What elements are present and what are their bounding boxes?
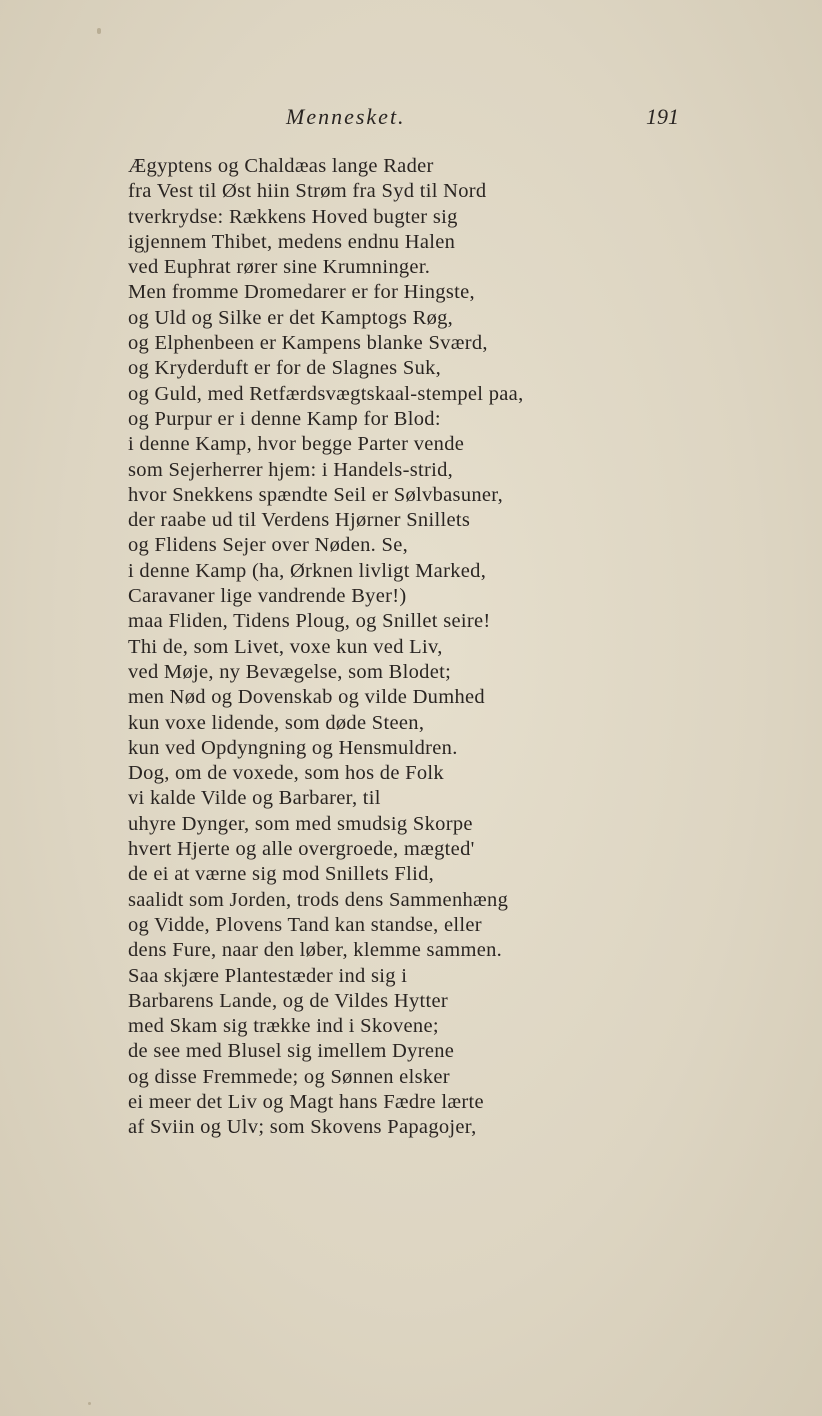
poem-line: og Flidens Sejer over Nøden. Se, (128, 534, 409, 557)
poem-line: Barbarens Lande, og de Vildes Hytter (128, 989, 449, 1012)
poem-line: Caravaner lige vandrende Byer!) (128, 585, 407, 608)
poem-line: de see med Blusel sig imellem Dyrene (128, 1040, 455, 1063)
poem-line: og Uld og Silke er det Kamptogs Røg, (128, 306, 454, 329)
poem-line: ei meer det Liv og Magt hans Fædre lærte (128, 1090, 484, 1113)
poem-line: af Sviin og Ulv; som Skovens Papagojer, (128, 1116, 477, 1139)
poem-line: kun voxe lidende, som døde Steen, (128, 711, 425, 734)
poem-line: de ei at værne sig mod Snillets Flid, (128, 863, 435, 886)
poem-line: fra Vest til Øst hiin Strøm fra Syd til Nord (128, 180, 487, 203)
poem-line: som Sejerherrer hjem: i Handels-strid, (128, 458, 454, 481)
poem-line: og Guld, med Retfærdsvægtskaal-stempel paa, (128, 382, 524, 405)
poem-line: tverkrydse: Rækkens Hoved bugter sig (128, 205, 458, 228)
poem-line: hvor Snekkens spændte Seil er Sølvbasuner, (128, 483, 504, 506)
poem-line: og Elphenbeen er Kampens blanke Sværd, (128, 332, 488, 355)
poem-line: og Purpur er i denne Kamp for Blod: (128, 407, 441, 430)
page-number: 191 (646, 104, 679, 129)
poem-line: ved Euphrat rører sine Krumninger. (128, 256, 431, 279)
poem-line: kun ved Opdyngning og Hensmuldren. (128, 736, 458, 759)
poem-line: hvert Hjerte og alle overgroede, mægted' (128, 838, 475, 861)
poem-line: Men fromme Dromedarer er for Hingste, (128, 281, 475, 304)
poem-line: maa Fliden, Tidens Ploug, og Snillet seire! (128, 610, 491, 633)
poem-line: vi kalde Vilde og Barbarer, til (128, 787, 381, 810)
poem-line: ved Møje, ny Bevægelse, som Blodet; (128, 660, 452, 683)
poem-line: uhyre Dynger, som med smudsig Skorpe (128, 812, 473, 835)
poem-line: der raabe ud til Verdens Hjørner Snillets (128, 509, 471, 532)
poem-line: saalidt som Jorden, trods dens Sammenhæng (128, 888, 509, 911)
poem-line: og Kryderduft er for de Slagnes Suk, (128, 357, 442, 380)
poem-line: og disse Fremmede; og Sønnen elsker (128, 1065, 450, 1088)
poem-line: Thi de, som Livet, voxe kun ved Liv, (128, 635, 443, 658)
poem-line: Dog, om de voxede, som hos de Folk (128, 762, 444, 785)
poem-line: i denne Kamp, hvor begge Parter vende (128, 433, 465, 456)
poem-text (128, 154, 598, 1141)
poem-line: dens Fure, naar den løber, klemme sammen. (128, 939, 503, 962)
poem-line: men Nød og Dovenskab og vilde Dumhed (128, 686, 485, 709)
paper-speck (97, 28, 101, 34)
running-title: Mennesket. (286, 104, 406, 129)
poem-line: og Vidde, Plovens Tand kan standse, eller (128, 913, 482, 936)
poem-line: med Skam sig trække ind i Skovene; (128, 1015, 439, 1038)
poem-line: igjennem Thibet, medens endnu Halen (128, 230, 456, 253)
paper-speck (88, 1402, 91, 1405)
poem-line: Ægyptens og Chaldæas lange Rader (128, 155, 434, 177)
poem-line: Saa skjære Plantestæder ind sig i (128, 964, 408, 987)
poem-line: i denne Kamp (ha, Ørknen livligt Marked, (128, 559, 487, 582)
